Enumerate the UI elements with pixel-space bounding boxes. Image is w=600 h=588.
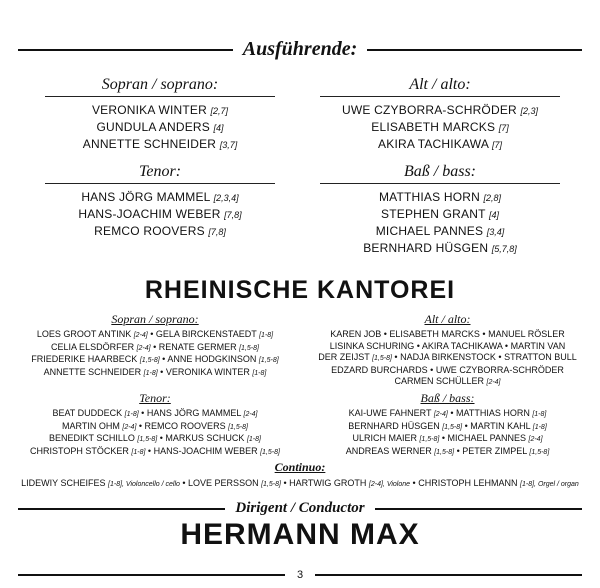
list-item — [300, 341, 595, 353]
singer-names: LOES GROOT ANTINK — [36, 329, 134, 339]
list-item — [10, 433, 300, 446]
singer-names: • HANS JÖRG MAMMEL — [138, 408, 244, 418]
soloist-soprano-section — [40, 76, 280, 153]
part-reference: [2-4] — [133, 332, 148, 339]
part-reference: [1,5-8] — [372, 355, 392, 362]
soloist-alto-section — [315, 76, 565, 153]
list-item — [300, 329, 595, 341]
choir-bass-section — [300, 391, 595, 458]
list-item — [10, 329, 300, 342]
part-reference: [1-8] — [532, 411, 547, 418]
list-item: HANS-JOACHIM WEBER [7,8] — [78, 207, 242, 221]
divider — [45, 96, 275, 97]
singer-names: • MARTIN KAHL — [462, 420, 533, 431]
page-number: 3 — [296, 569, 304, 581]
singer-names: • CHRISTOPH LEHMANN — [410, 478, 521, 488]
list-item: GUNDULA ANDERS [4] — [96, 120, 224, 134]
singer-names: BERNHARD HÜSGEN — [348, 420, 443, 431]
list-item: MICHAEL PANNES [3,4] — [375, 224, 505, 238]
list-item — [300, 352, 595, 365]
part-reference: [1-8] — [252, 369, 267, 377]
conductor-heading: Dirigent / Conductor — [235, 500, 365, 516]
singer-names: • ANNE HODGKINSON — [159, 354, 259, 364]
divider — [18, 508, 225, 510]
singer-names: ANNETTE SCHNEIDER — [43, 366, 144, 377]
section-heading: Tenor: — [138, 163, 182, 180]
singer-names: • HANS-JOACHIM WEBER — [145, 445, 261, 456]
list-item: HANS JÖRG MAMMEL [2,3,4] — [81, 190, 239, 204]
list-item — [10, 354, 300, 367]
part-reference: [1-8] — [131, 448, 146, 456]
singer-names: • GELA BIRCKENSTAEDT — [147, 329, 260, 339]
part-reference: [1,5-8] — [529, 448, 550, 456]
list-item: ELISABETH MARCKS [7] — [371, 120, 509, 134]
choir-tenor-section — [10, 391, 300, 458]
singer-names: • MARKUS SCHUCK — [157, 433, 247, 443]
part-reference: [1,5-8] — [260, 448, 280, 456]
part-reference: [1,5-8] — [261, 481, 281, 488]
section-heading: Alt / alto: — [409, 76, 471, 93]
singer-names: CHRISTOPH STÖCKER — [30, 445, 132, 456]
list-item: REMCO ROOVERS [7,8] — [94, 224, 226, 238]
part-reference: [2-4] — [243, 411, 258, 418]
divider — [18, 574, 285, 576]
choir-soprano-section — [10, 312, 300, 379]
choir-tenor-list — [10, 408, 300, 458]
singer-names: KAI-UWE FAHNERT — [348, 408, 434, 418]
part-reference: [1-8], Violoncello / cello — [108, 481, 180, 488]
part-reference: [1,5-8] — [137, 436, 158, 443]
part-reference: [1-8], Orgel / organ — [520, 481, 579, 488]
part-reference: [2-4] — [486, 379, 501, 386]
list-item — [300, 433, 595, 446]
singer-names: EDZARD BURCHARDS • UWE CZYBORRA-SCHRÖDER — [331, 364, 564, 375]
singer-names: CARMEN SCHÜLLER — [394, 376, 487, 386]
part-reference: [2-4] — [528, 436, 543, 443]
part-reference: [2-4] — [122, 423, 137, 431]
list-item — [10, 342, 300, 355]
singer-names: • NADJA BIRKENSTOCK • STRATTON BULL — [391, 352, 577, 362]
conductor-title-rule — [18, 500, 582, 517]
choir-title: RHEINISCHE KANTOREI — [144, 276, 456, 304]
singer-names: MARTIN OHM — [62, 420, 123, 431]
list-item: UWE CZYBORRA-SCHRÖDER [2,3] — [342, 103, 538, 117]
part-reference: [1,5-8] — [228, 423, 248, 431]
divider — [18, 49, 233, 51]
section-heading: Baß / bass: — [420, 391, 475, 405]
singer-names: • MICHAEL PANNES — [439, 433, 529, 443]
singer-names: • VERONIKA WINTER — [157, 366, 253, 377]
singer-names: FRIEDERIKE HAARBECK — [31, 354, 140, 364]
divider — [45, 183, 275, 184]
tenor-list — [40, 189, 280, 240]
singer-names: • LOVE PERSSON — [179, 478, 262, 488]
list-item — [300, 376, 595, 389]
part-reference: [1,5-8] — [239, 344, 259, 352]
singer-names: BENEDIKT SCHILLO — [49, 433, 138, 443]
soloist-bass-section — [315, 163, 565, 257]
part-reference: [1,5-8] — [258, 357, 279, 364]
continuo-heading: Continuo: — [274, 460, 326, 474]
list-item — [10, 367, 300, 380]
list-item — [10, 446, 300, 459]
list-item — [300, 446, 595, 459]
singer-names: • REMCO ROOVERS — [136, 420, 229, 431]
singer-names: • RENATE GERMER — [150, 341, 240, 352]
section-heading: Sopran / soprano: — [101, 76, 219, 93]
performers-title-rule — [18, 38, 582, 61]
singer-names: LIDEWIY SCHEIFES — [21, 478, 109, 488]
part-reference: [1-8] — [246, 436, 261, 443]
list-item: ANNETTE SCHNEIDER [3,7] — [82, 137, 238, 151]
section-heading: Tenor: — [139, 391, 171, 405]
singer-names: • HARTWIG GROTH — [280, 478, 369, 488]
part-reference: [1-8] — [259, 332, 274, 339]
singer-names: BEAT DUDDECK — [52, 408, 125, 418]
section-heading: Sopran / soprano: — [111, 312, 199, 326]
divider — [320, 96, 560, 97]
choir-alto-list — [300, 329, 595, 389]
part-reference: [1,5-8] — [442, 423, 463, 431]
part-reference: [1-8] — [124, 411, 139, 418]
divider — [320, 183, 560, 184]
bass-list — [315, 189, 565, 257]
conductor-name: HERMANN MAX — [180, 518, 420, 551]
part-reference: [1-8] — [532, 423, 547, 431]
choir-bass-list — [300, 408, 595, 458]
singer-names: ANDREAS WERNER — [345, 445, 435, 456]
divider — [367, 49, 582, 51]
part-reference: [2-4] — [433, 411, 448, 418]
part-reference: [1,5-8] — [419, 436, 440, 443]
list-item — [300, 421, 595, 434]
part-reference: [2-4] — [136, 344, 151, 352]
soprano-list — [40, 102, 280, 153]
part-reference: [1,5-8] — [434, 448, 455, 456]
singer-names: CELIA ELSDÖRFER — [51, 341, 137, 352]
part-reference: [1,5-8] — [139, 357, 160, 364]
soloist-tenor-section — [40, 163, 280, 240]
continuo-list — [0, 478, 600, 488]
section-heading: Alt / alto: — [424, 312, 471, 326]
part-reference: [2-4], Violone — [368, 481, 411, 488]
list-item — [300, 408, 595, 421]
footer — [18, 569, 582, 581]
choir-soprano-list — [10, 329, 300, 379]
singer-names: ULRICH MAIER — [352, 433, 420, 443]
singer-names: LISINKA SCHURING • AKIRA TACHIKAWA • MARTIN VAN — [329, 340, 566, 351]
choir-alto-section — [300, 312, 595, 389]
list-item — [300, 365, 595, 377]
list-item: VERONIKA WINTER [2,7] — [91, 103, 229, 117]
divider — [315, 574, 582, 576]
singer-names: • PETER ZIMPEL — [454, 445, 530, 456]
list-item — [10, 421, 300, 434]
alto-list — [315, 102, 565, 153]
list-item: MATTHIAS HORN [2,8] — [378, 190, 502, 204]
part-reference: [1-8] — [143, 369, 158, 377]
divider — [375, 508, 582, 510]
list-item: AKIRA TACHIKAWA [7] — [378, 137, 502, 151]
list-item — [10, 408, 300, 421]
page-title: Ausführende: — [242, 38, 358, 60]
singer-names: KAREN JOB • ELISABETH MARCKS • MANUEL RÖSLER — [330, 329, 565, 339]
singer-names: • MATTHIAS HORN — [447, 408, 533, 418]
list-item: STEPHEN GRANT [4] — [381, 207, 499, 221]
list-item: BERNHARD HÜSGEN [5,7,8] — [363, 241, 517, 255]
section-heading: Baß / bass: — [404, 163, 476, 180]
singer-names: DER ZEIJST — [318, 352, 373, 362]
